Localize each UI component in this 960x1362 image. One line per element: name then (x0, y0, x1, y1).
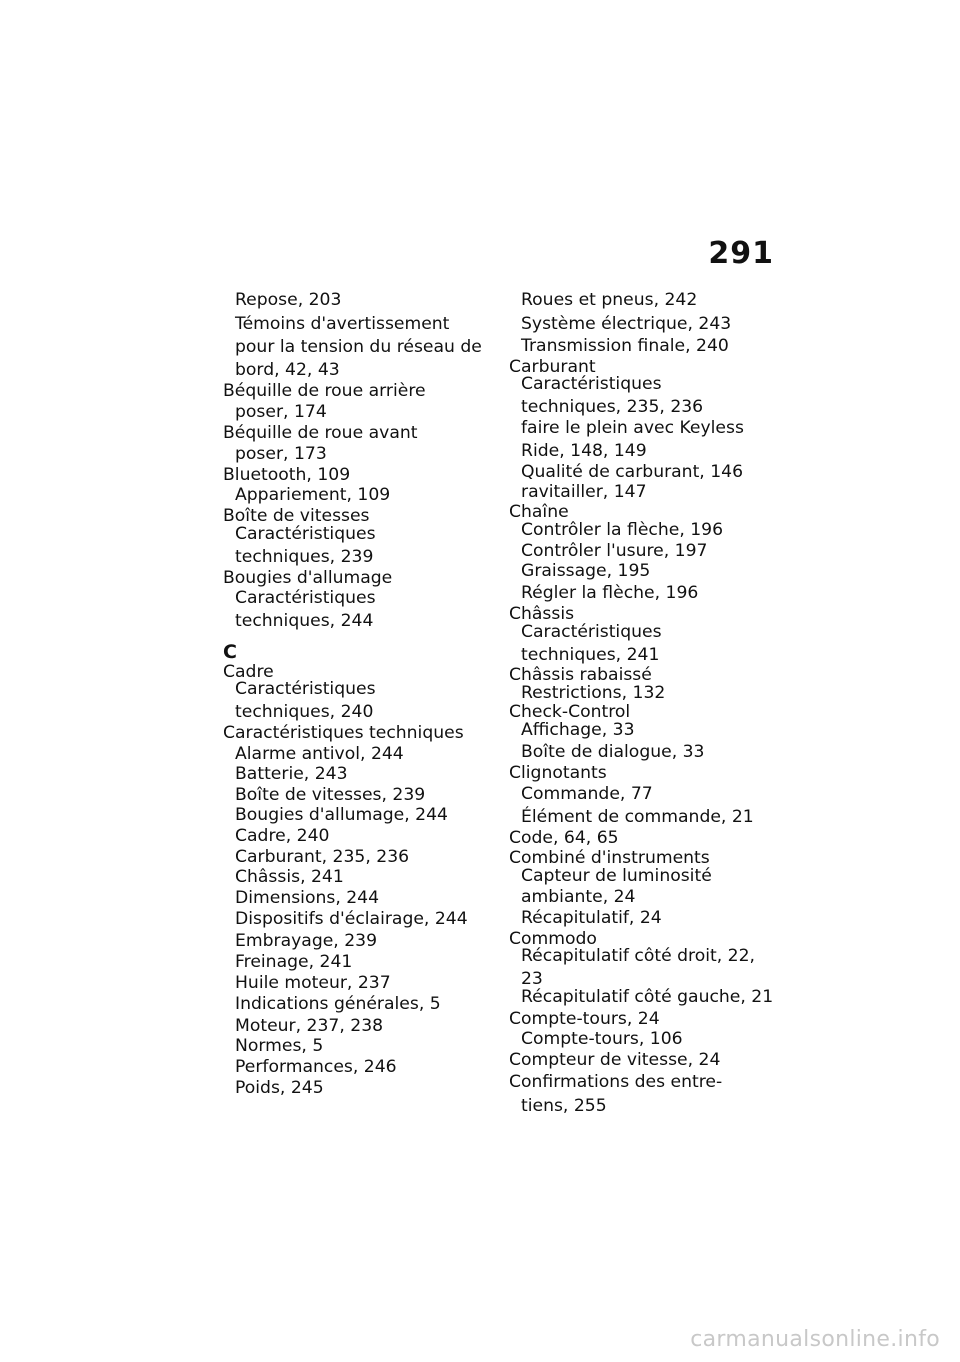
index-subentry: Qualité de carburant, 146 (521, 462, 744, 482)
index-entry: Check-Control (509, 702, 631, 722)
index-subentry: 23 (521, 969, 543, 989)
index-subentry: Transmission finale, 240 (521, 336, 729, 356)
index-subentry: Normes, 5 (235, 1036, 324, 1056)
index-entry: Code, 64, 65 (509, 828, 619, 848)
index-subentry: techniques, 244 (235, 611, 374, 631)
index-entry: Compte-tours, 24 (509, 1009, 660, 1029)
index-subentry: Performances, 246 (235, 1057, 397, 1077)
index-entry: Béquille de roue avant (223, 423, 418, 443)
index-subentry: Huile moteur, 237 (235, 973, 391, 993)
index-entry: Châssis rabaissé (509, 665, 652, 685)
index-subentry: Affichage, 33 (521, 720, 635, 740)
index-subentry: Bougies d'allumage, 244 (235, 805, 448, 825)
index-subentry: Boîte de vitesses, 239 (235, 785, 426, 805)
index-entry: Bougies d'allumage (223, 568, 393, 588)
index-subentry: Élément de commande, 21 (521, 807, 754, 827)
index-subentry: Récapitulatif côté gauche, 21 (521, 987, 774, 1007)
index-entry: Béquille de roue arrière (223, 381, 426, 401)
index-subentry: Caractéristiques (235, 679, 376, 699)
index-subentry: Appariement, 109 (235, 485, 391, 505)
index-subentry: ambiante, 24 (521, 887, 636, 907)
index-subentry: Graissage, 195 (521, 561, 651, 581)
index-entry: Carburant (509, 357, 596, 377)
index-subentry: Récapitulatif, 24 (521, 908, 662, 928)
index-entry: Combiné d'instruments (509, 848, 710, 868)
watermark: carmanualsonline.info (690, 1327, 940, 1352)
index-subentry: Restrictions, 132 (521, 683, 666, 703)
index-subentry: bord, 42, 43 (235, 360, 340, 380)
index-subentry: Contrôler la flèche, 196 (521, 520, 724, 540)
index-subentry: techniques, 239 (235, 547, 374, 567)
index-subentry: techniques, 235, 236 (521, 397, 704, 417)
index-entry: Bluetooth, 109 (223, 465, 351, 485)
index-subentry: Moteur, 237, 238 (235, 1016, 384, 1036)
index-entry: Confirmations des entre- (509, 1072, 723, 1092)
index-subentry: Caractéristiques (235, 524, 376, 544)
index-subentry: Ride, 148, 149 (521, 441, 647, 461)
index-subentry: Récapitulatif côté droit, 22, (521, 946, 756, 966)
index-subentry: Batterie, 243 (235, 764, 348, 784)
index-subentry: techniques, 241 (521, 645, 660, 665)
index-subentry: ravitailler, 147 (521, 482, 647, 502)
index-subentry: Système électrique, 243 (521, 314, 732, 334)
index-subentry: Capteur de luminosité (521, 866, 712, 886)
index-subentry: Dispositifs d'éclairage, 244 (235, 909, 468, 929)
index-subentry: Roues et pneus, 242 (521, 290, 698, 310)
page-number: 291 (708, 236, 774, 271)
index-subentry: Témoins d'avertissement (235, 314, 450, 334)
index-subentry: Dimensions, 244 (235, 888, 380, 908)
index-subentry: Repose, 203 (235, 290, 342, 310)
index-subentry: Caractéristiques (521, 622, 662, 642)
index-subentry: faire le plein avec Keyless (521, 418, 744, 438)
index-subentry: Caractéristiques (235, 588, 376, 608)
index-entry: Cadre (223, 662, 274, 682)
index-subentry: tiens, 255 (521, 1096, 607, 1116)
index-entry: Caractéristiques techniques (223, 723, 464, 743)
index-subentry: Caractéristiques (521, 374, 662, 394)
index-subentry: Châssis, 241 (235, 867, 344, 887)
index-subentry: Contrôler l'usure, 197 (521, 541, 708, 561)
index-subentry: poser, 174 (235, 402, 327, 422)
index-subentry: poser, 173 (235, 444, 327, 464)
index-subentry: Boîte de dialogue, 33 (521, 742, 705, 762)
index-subentry: Régler la flèche, 196 (521, 583, 699, 603)
index-subentry: Commande, 77 (521, 784, 653, 804)
index-subentry: pour la tension du réseau de (235, 337, 482, 357)
index-entry: Châssis (509, 604, 575, 624)
index-letter-heading: C (223, 641, 237, 663)
index-entry: Boîte de vitesses (223, 506, 370, 526)
index-subentry: Embrayage, 239 (235, 931, 378, 951)
index-subentry: techniques, 240 (235, 702, 374, 722)
index-subentry: Cadre, 240 (235, 826, 330, 846)
index-subentry: Alarme antivol, 244 (235, 744, 404, 764)
index-entry: Compteur de vitesse, 24 (509, 1050, 721, 1070)
index-entry: Clignotants (509, 763, 607, 783)
index-entry: Chaîne (509, 502, 569, 522)
index-subentry: Carburant, 235, 236 (235, 847, 410, 867)
index-entry: Commodo (509, 929, 597, 949)
index-subentry: Compte-tours, 106 (521, 1029, 683, 1049)
index-subentry: Poids, 245 (235, 1078, 324, 1098)
index-subentry: Indications générales, 5 (235, 994, 441, 1014)
index-subentry: Freinage, 241 (235, 952, 353, 972)
